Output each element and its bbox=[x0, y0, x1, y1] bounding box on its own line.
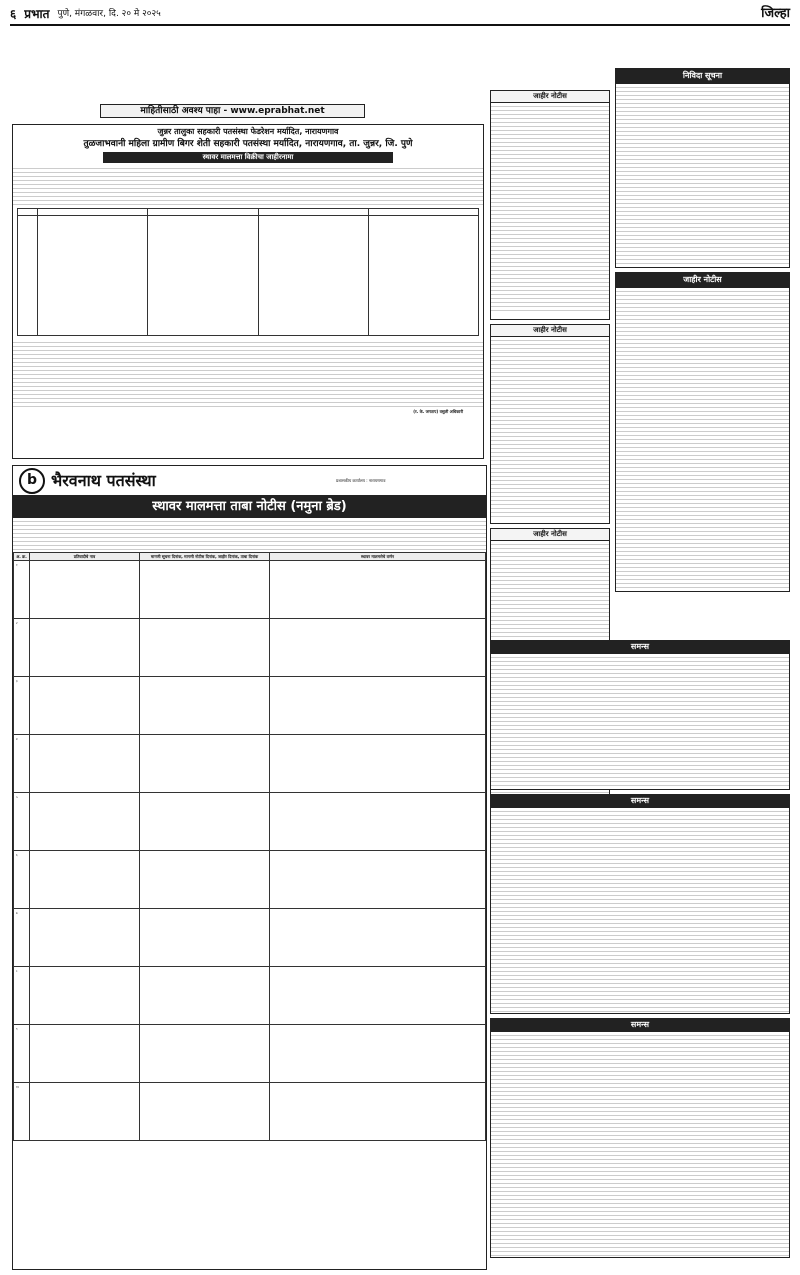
mid-notice: जाहीर नोटीस bbox=[490, 324, 610, 524]
bhairavnath-header bbox=[13, 466, 486, 496]
page-number: ६ bbox=[10, 6, 17, 21]
samans-column bbox=[490, 640, 790, 1262]
table-row: ८ bbox=[14, 966, 486, 1024]
samans-notice: समन्स bbox=[490, 1018, 790, 1258]
samans-notice: समन्स bbox=[490, 640, 790, 790]
right-column bbox=[615, 68, 790, 596]
mid-notice: जाहीर नोटीस bbox=[490, 90, 610, 320]
tuljapur-title2: तुळजाभवानी महिला ग्रामीण बिगर शेती सहकारी पतसंस्था मर्यादित, नारायणगाव, ता. जुन्नर, जि. पुणे bbox=[83, 138, 413, 149]
right-notice-title: जाहीर नोटीस bbox=[616, 273, 789, 288]
bhairavnath-table bbox=[13, 552, 486, 1141]
table-row: १ bbox=[14, 560, 486, 618]
mid-notice: जाहीर नोटीस bbox=[490, 528, 610, 828]
tuljapur-footer bbox=[13, 339, 483, 409]
bhairavnath-logo-icon: b bbox=[19, 468, 45, 494]
masthead bbox=[10, 4, 790, 26]
bhairavnath-office: प्रशासकीय कार्यालय : नारायणगाव bbox=[336, 477, 386, 483]
date-line: पुणे, मंगळवार, दि. २० मे २०२५ bbox=[57, 8, 161, 19]
tender-notice bbox=[615, 68, 790, 268]
tuljapur-notice bbox=[12, 124, 484, 459]
tuljapur-title1: जुन्नर तालुका सहकारी पतसंस्था फेडरेशन मर्यादित, नारायणगाव bbox=[157, 127, 339, 136]
tender-title: निविदा सूचना bbox=[616, 69, 789, 84]
col-header: स्थावर मालमत्तेचे वर्णन bbox=[270, 552, 486, 560]
table-row: १० bbox=[14, 1082, 486, 1140]
tuljapur-signature: (र. के. जगताप) वसुली अधिकारी bbox=[413, 409, 463, 415]
tuljapur-body bbox=[13, 165, 483, 205]
paper-name: प्रभात bbox=[24, 6, 50, 21]
bhairavnath-notice bbox=[12, 465, 487, 1270]
table-row: ७ bbox=[14, 908, 486, 966]
tuljapur-heading: स्थावर मालमत्ता विक्रीचा जाहीरनामा bbox=[103, 152, 393, 163]
table-row: ६ bbox=[14, 850, 486, 908]
bhairavnath-name: भैरवनाथ पतसंस्था bbox=[51, 470, 156, 490]
col-header: प्रतिवादीचे नाव bbox=[30, 552, 140, 560]
bhairavnath-title: स्थावर मालमत्ता ताबा नोटीस (नमुना ब्रेड) bbox=[13, 496, 486, 518]
table-row: ५ bbox=[14, 792, 486, 850]
table-row: ४ bbox=[14, 734, 486, 792]
info-banner[interactable]: माहितीसाठी अवश्य पाहा - www.eprabhat.net bbox=[100, 104, 365, 118]
table-row: ९ bbox=[14, 1024, 486, 1082]
table-row: ३ bbox=[14, 676, 486, 734]
table-row: २ bbox=[14, 618, 486, 676]
section-name: जिल्हा bbox=[761, 6, 790, 22]
col-header: मागणी सूचना दिनांक, मागणी नोटीस दिनांक, जाहीर दिनांक, ताबा दिनांक bbox=[140, 552, 270, 560]
col-header: अ. क्र. bbox=[14, 552, 30, 560]
tuljapur-table bbox=[17, 208, 479, 336]
samans-notice: समन्स bbox=[490, 794, 790, 1014]
bhairavnath-intro bbox=[13, 518, 486, 552]
right-notice bbox=[615, 272, 790, 592]
